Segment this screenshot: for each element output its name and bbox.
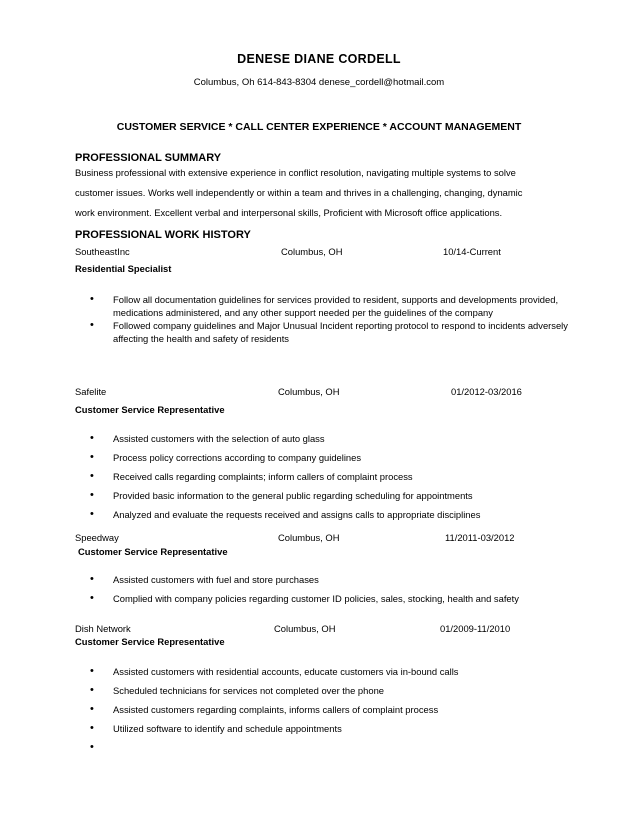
- job-dates: 01/2009-11/2010: [440, 623, 511, 634]
- list-item: • Followed company guidelines and Major Unusual Incident reporting protocol to respond to incidents adversely affecting the health and safety of residents: [90, 319, 570, 345]
- list-item: • Utilized software to identify and schedule appointments: [90, 722, 570, 741]
- list-item: • Assisted customers with the selection of auto glass: [90, 432, 570, 451]
- job-title: Residential Specialist: [75, 263, 172, 274]
- list-item: • Assisted customers with fuel and store purchases: [90, 573, 570, 592]
- contact-info: Columbus, Oh 614-843-8304 denese_cordell@hotmail.com: [193, 77, 445, 88]
- job-bullets: [90, 665, 570, 760]
- summary-paragraph: [75, 163, 565, 223]
- job-title: Customer Service Representative: [75, 636, 225, 647]
- job-location: Columbus, OH: [278, 532, 340, 543]
- job-header: [75, 532, 555, 546]
- job-location: Columbus, OH: [274, 623, 336, 634]
- job-company: SoutheastInc: [75, 246, 130, 257]
- list-item: • Follow all documentation guidelines for services provided to resident, supports and developments provided, medications administered, and any other support needed per the guidelines of the company: [90, 293, 570, 319]
- summary-line: work environment. Excellent verbal and interpersonal skills, Proficient with Microsoft office applications.: [75, 207, 503, 218]
- job-header: [75, 386, 555, 400]
- list-item: • Complied with company policies regarding customer ID policies, sales, stocking, health and safety: [90, 592, 570, 611]
- work-history-heading: PROFESSIONAL WORK HISTORY: [75, 229, 251, 241]
- list-item: • Analyzed and evaluate the requests received and assigns calls to appropriate disciplines: [90, 508, 570, 527]
- list-item: • Assisted customers with residential accounts, educate customers via in-bound calls: [90, 665, 570, 684]
- list-item: • Received calls regarding complaints; inform callers of complaint process: [90, 470, 570, 489]
- candidate-name: DENESE DIANE CORDELL: [237, 52, 401, 66]
- job-company: Dish Network: [75, 623, 131, 634]
- job-dates: 11/2011-03/2012: [445, 532, 515, 543]
- job-bullets: [90, 293, 570, 345]
- list-item: • Process policy corrections according to company guidelines: [90, 451, 570, 470]
- job-bullets: [90, 432, 570, 527]
- job-dates: 10/14-Current: [443, 246, 501, 257]
- job-company: Safelite: [75, 386, 107, 397]
- list-item: • Provided basic information to the general public regarding scheduling for appointments: [90, 489, 570, 508]
- list-item: • Assisted customers regarding complaints, informs callers of complaint process: [90, 703, 570, 722]
- job-header: [75, 623, 555, 637]
- job-company: Speedway: [75, 532, 119, 543]
- job-location: Columbus, OH: [278, 386, 340, 397]
- job-dates: 01/2012-03/2016: [451, 386, 522, 397]
- job-bullets: [90, 573, 570, 611]
- job-location: Columbus, OH: [281, 246, 343, 257]
- list-item: • Scheduled technicians for services not completed over the phone: [90, 684, 570, 703]
- job-title: Customer Service Representative: [78, 546, 228, 557]
- job-title: Customer Service Representative: [75, 404, 225, 415]
- job-header: [75, 246, 555, 260]
- summary-line: customer issues. Works well independently or within a team and thrives in a challenging, changing, dynamic: [75, 187, 523, 198]
- headline: CUSTOMER SERVICE * CALL CENTER EXPERIENCE * ACCOUNT MANAGEMENT: [116, 121, 522, 133]
- list-item: [90, 741, 570, 760]
- summary-line: Business professional with extensive experience in conflict resolution, navigating multiple systems to solve: [75, 167, 516, 178]
- summary-heading: PROFESSIONAL SUMMARY: [75, 152, 222, 164]
